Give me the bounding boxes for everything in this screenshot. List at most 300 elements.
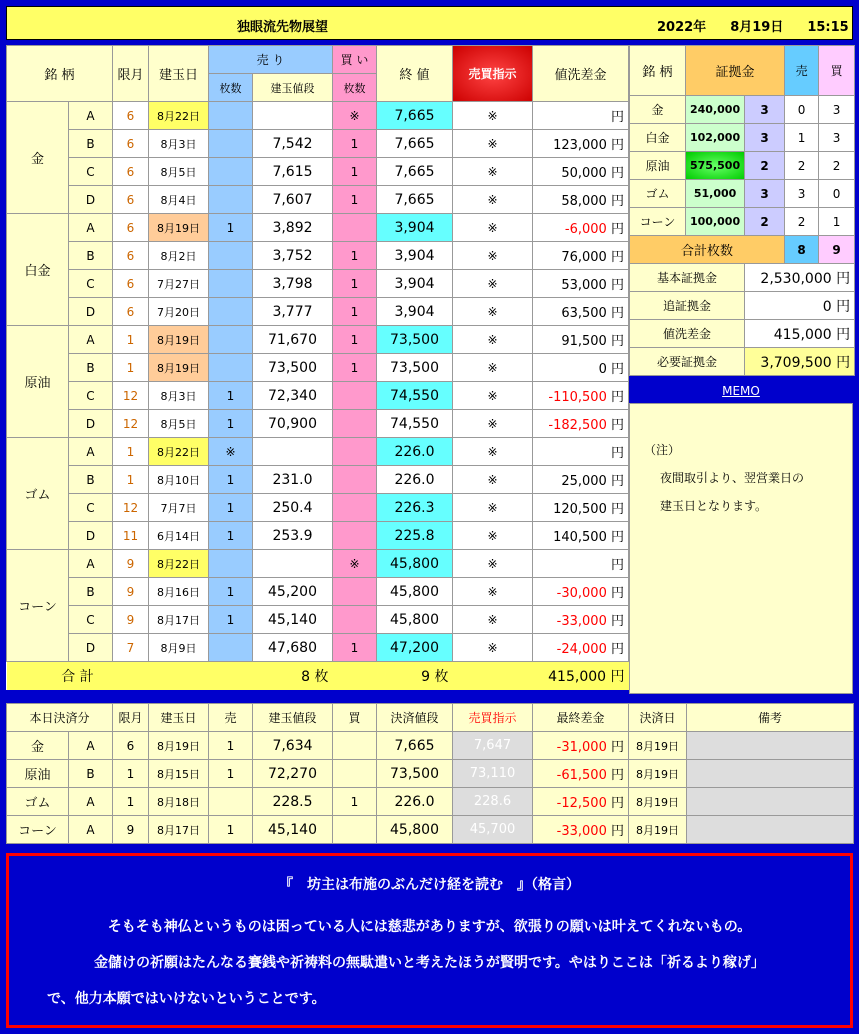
settle-date: 8月19日 xyxy=(629,788,687,816)
trade-signal: ※ xyxy=(453,186,533,214)
settle-row xyxy=(7,732,854,760)
side-header-shokokin: 証拠金 xyxy=(686,46,785,96)
buy-count xyxy=(333,522,377,550)
summary-row xyxy=(630,348,855,376)
diff-value: 140,500 xyxy=(553,530,607,545)
close-price: 74,550 xyxy=(377,410,453,438)
settle-row xyxy=(7,788,854,816)
entry-date: 8月16日 xyxy=(149,578,209,606)
sub-label: D xyxy=(69,186,113,214)
margin-commodity: ゴム xyxy=(630,180,686,208)
buy-count: 1 xyxy=(333,326,377,354)
settle-commodity: ゴム xyxy=(7,788,69,816)
entry-date: 8月4日 xyxy=(149,186,209,214)
trade-signal: ※ xyxy=(453,158,533,186)
time: 15:15 xyxy=(807,20,849,35)
close-price: 3,904 xyxy=(377,298,453,326)
sub-label: D xyxy=(69,522,113,550)
entry-date: 8月5日 xyxy=(149,410,209,438)
trade-signal: ※ xyxy=(453,550,533,578)
settle-price: 73,500 xyxy=(377,760,453,788)
settle-month: 9 xyxy=(113,816,149,844)
yen-unit: 円 xyxy=(610,796,624,811)
diff-value: 76,000 xyxy=(561,250,607,265)
sell-count: 1 xyxy=(209,578,253,606)
contract-month: 6 xyxy=(113,130,149,158)
buy-count xyxy=(333,466,377,494)
margin-sell: 1 xyxy=(785,124,819,152)
settle-header-kessaibi: 決済日 xyxy=(629,704,687,732)
close-price: 7,665 xyxy=(377,102,453,130)
settle-entry-price: 72,270 xyxy=(253,760,333,788)
close-price: 3,904 xyxy=(377,214,453,242)
yen-unit: 円 xyxy=(610,614,624,629)
side-header-kai: 買 xyxy=(819,46,855,96)
contract-month: 6 xyxy=(113,298,149,326)
header-tategyokubi: 建玉日 xyxy=(149,46,209,102)
margin-sell: 0 xyxy=(785,96,819,124)
mark-to-market-diff xyxy=(533,634,629,662)
yen-unit: 円 xyxy=(610,138,624,153)
entry-date: 7月7日 xyxy=(149,494,209,522)
contract-month: 9 xyxy=(113,578,149,606)
yen-unit: 円 xyxy=(610,586,624,601)
yen-unit: 円 xyxy=(610,222,624,237)
header-sell-maisu: 枚数 xyxy=(209,74,253,102)
close-price: 73,500 xyxy=(377,326,453,354)
trade-signal: ※ xyxy=(453,410,533,438)
total-diff xyxy=(453,662,629,690)
memo-line-2: 建玉日となります。 xyxy=(660,499,768,513)
total-row xyxy=(7,662,629,690)
entry-date: 8月17日 xyxy=(149,606,209,634)
sub-label: C xyxy=(69,270,113,298)
close-price: 7,665 xyxy=(377,130,453,158)
table-row xyxy=(7,494,629,522)
contract-month: 1 xyxy=(113,466,149,494)
table-row xyxy=(7,550,629,578)
header-owarine: 終 値 xyxy=(377,46,453,102)
sub-label: B xyxy=(69,354,113,382)
header-meigara: 銘 柄 xyxy=(7,46,113,102)
settle-remarks xyxy=(687,760,854,788)
table-row xyxy=(7,326,629,354)
table-row xyxy=(7,214,629,242)
mark-to-market-diff xyxy=(533,214,629,242)
yen-unit: 円 xyxy=(610,642,624,657)
buy-count xyxy=(333,382,377,410)
trade-signal: ※ xyxy=(453,494,533,522)
settle-header-saishu-sakin: 最終差金 xyxy=(533,704,629,732)
trade-signal: ※ xyxy=(453,102,533,130)
final-diff-value: -31,000 xyxy=(556,740,607,755)
sell-count xyxy=(209,242,253,270)
close-price: 225.8 xyxy=(377,522,453,550)
mark-to-market-diff xyxy=(533,550,629,578)
mark-to-market-diff xyxy=(533,326,629,354)
trade-signal: ※ xyxy=(453,298,533,326)
close-price: 73,500 xyxy=(377,354,453,382)
margin-buy: 0 xyxy=(819,180,855,208)
summary-value: 2,530,000 円 xyxy=(745,264,855,292)
settle-sub: B xyxy=(69,760,113,788)
table-row xyxy=(7,354,629,382)
total-buy: 9 枚 xyxy=(333,662,453,690)
summary-row xyxy=(630,320,855,348)
sell-count xyxy=(209,326,253,354)
table-row xyxy=(7,466,629,494)
close-price: 74,550 xyxy=(377,382,453,410)
diff-value: 25,000 xyxy=(561,474,607,489)
entry-date: 8月2日 xyxy=(149,242,209,270)
sub-label: C xyxy=(69,494,113,522)
diff-value: -33,000 xyxy=(556,614,607,629)
settle-commodity: 原油 xyxy=(7,760,69,788)
sub-label: B xyxy=(69,242,113,270)
close-price: 47,200 xyxy=(377,634,453,662)
buy-count: ※ xyxy=(333,550,377,578)
contract-month: 1 xyxy=(113,438,149,466)
entry-price: 3,777 xyxy=(253,298,333,326)
settlement-table xyxy=(6,703,854,844)
table-row xyxy=(7,242,629,270)
commodity-name: 白金 xyxy=(7,214,69,326)
margin-buy: 2 xyxy=(819,152,855,180)
yen-unit: 円 xyxy=(610,502,624,517)
sell-count xyxy=(209,186,253,214)
settle-sub: A xyxy=(69,732,113,760)
sell-count: 1 xyxy=(209,606,253,634)
margin-amount: 240,000 xyxy=(686,96,745,124)
close-price: 7,665 xyxy=(377,158,453,186)
yen-unit: 円 xyxy=(610,740,624,755)
settle-entry-date: 8月18日 xyxy=(149,788,209,816)
settle-month: 1 xyxy=(113,760,149,788)
contract-month: 11 xyxy=(113,522,149,550)
contract-month: 6 xyxy=(113,158,149,186)
entry-price: 231.0 xyxy=(253,466,333,494)
margin-row xyxy=(630,96,855,124)
summary-row xyxy=(630,292,855,320)
close-price: 226.0 xyxy=(377,438,453,466)
header-gengetsu: 限月 xyxy=(113,46,149,102)
commodity-name: 金 xyxy=(7,102,69,214)
trade-signal: ※ xyxy=(453,438,533,466)
close-price: 7,665 xyxy=(377,186,453,214)
mark-to-market-diff xyxy=(533,354,629,382)
entry-date: 8月19日 xyxy=(149,214,209,242)
mark-to-market-diff xyxy=(533,130,629,158)
sub-label: A xyxy=(69,438,113,466)
settle-month: 1 xyxy=(113,788,149,816)
diff-value: 0 xyxy=(598,362,607,377)
table-row xyxy=(7,606,629,634)
margin-amount: 102,000 xyxy=(686,124,745,152)
sell-count: 1 xyxy=(209,494,253,522)
close-price: 3,904 xyxy=(377,242,453,270)
entry-price xyxy=(253,102,333,130)
settle-signal: 73,110 xyxy=(453,760,533,788)
settle-sell: 1 xyxy=(209,816,253,844)
header-nearai-sakin: 値洗差金 xyxy=(533,46,629,102)
table-row xyxy=(7,634,629,662)
sub-label: D xyxy=(69,634,113,662)
contract-month: 12 xyxy=(113,410,149,438)
contract-month: 1 xyxy=(113,326,149,354)
sell-count xyxy=(209,550,253,578)
trade-signal: ※ xyxy=(453,214,533,242)
entry-date: 8月22日 xyxy=(149,102,209,130)
sub-label: A xyxy=(69,326,113,354)
entry-date: 8月19日 xyxy=(149,326,209,354)
header-tategyoku-neyobi: 建玉値段 xyxy=(253,74,333,102)
mark-to-market-diff xyxy=(533,242,629,270)
contract-month: 9 xyxy=(113,606,149,634)
settle-row xyxy=(7,760,854,788)
diff-value: -6,000 xyxy=(564,222,607,237)
mark-to-market-diff xyxy=(533,606,629,634)
message-line-3: で、他力本願ではいけないということです。 xyxy=(47,991,326,1007)
settle-month: 6 xyxy=(113,732,149,760)
entry-date: 8月10日 xyxy=(149,466,209,494)
contract-month: 6 xyxy=(113,242,149,270)
table-row xyxy=(7,130,629,158)
sub-label: B xyxy=(69,130,113,158)
settle-header-kai: 買 xyxy=(333,704,377,732)
settle-buy xyxy=(333,760,377,788)
buy-count: 1 xyxy=(333,298,377,326)
entry-date: 6月14日 xyxy=(149,522,209,550)
entry-price xyxy=(253,438,333,466)
mark-to-market-diff xyxy=(533,578,629,606)
summary-value: 3,709,500 円 xyxy=(745,348,855,376)
settle-entry-date: 8月17日 xyxy=(149,816,209,844)
table-row xyxy=(7,158,629,186)
entry-price: 45,140 xyxy=(253,606,333,634)
margin-commodity: 金 xyxy=(630,96,686,124)
sell-count: 1 xyxy=(209,382,253,410)
table-row xyxy=(7,410,629,438)
sell-count xyxy=(209,102,253,130)
buy-count xyxy=(333,578,377,606)
diff-value: -24,000 xyxy=(556,642,607,657)
settle-date: 8月19日 xyxy=(629,760,687,788)
trade-signal: ※ xyxy=(453,578,533,606)
yen-unit: 円 xyxy=(610,474,624,489)
trade-signal: ※ xyxy=(453,382,533,410)
sell-count xyxy=(209,634,253,662)
table-row xyxy=(7,578,629,606)
margin-row xyxy=(630,208,855,236)
table-row xyxy=(7,102,629,130)
sub-label: B xyxy=(69,578,113,606)
diff-value: 50,000 xyxy=(561,166,607,181)
settle-buy xyxy=(333,816,377,844)
entry-date: 7月20日 xyxy=(149,298,209,326)
summary-label: 必要証拠金 xyxy=(630,348,745,376)
entry-price: 7,615 xyxy=(253,158,333,186)
entry-price: 47,680 xyxy=(253,634,333,662)
settle-header-name: 本日決済分 xyxy=(7,704,113,732)
settle-price: 226.0 xyxy=(377,788,453,816)
margin-units: 3 xyxy=(745,124,785,152)
settle-entry-date: 8月15日 xyxy=(149,760,209,788)
yen-unit: 円 xyxy=(610,166,624,181)
final-diff-value: -61,500 xyxy=(556,768,607,783)
settle-entry-price: 7,634 xyxy=(253,732,333,760)
margin-units: 3 xyxy=(745,96,785,124)
sub-label: C xyxy=(69,382,113,410)
buy-count: 1 xyxy=(333,242,377,270)
close-price: 226.3 xyxy=(377,494,453,522)
sub-label: B xyxy=(69,466,113,494)
table-row xyxy=(7,298,629,326)
settle-final-diff xyxy=(533,788,629,816)
sub-label: A xyxy=(69,214,113,242)
settle-price: 45,800 xyxy=(377,816,453,844)
header-baibai-shiji: 売買指示 xyxy=(453,46,533,102)
count-buy: 9 xyxy=(819,236,855,264)
sell-count: 1 xyxy=(209,466,253,494)
side-header-uri: 売 xyxy=(785,46,819,96)
margin-table xyxy=(629,45,855,376)
entry-price: 3,798 xyxy=(253,270,333,298)
summary-value: 415,000 円 xyxy=(745,320,855,348)
sell-count: 1 xyxy=(209,410,253,438)
diff-value: -110,500 xyxy=(548,390,607,405)
margin-commodity: コーン xyxy=(630,208,686,236)
settle-header-tategyokubi: 建玉日 xyxy=(149,704,209,732)
margin-units: 3 xyxy=(745,180,785,208)
sell-count xyxy=(209,130,253,158)
sub-label: C xyxy=(69,606,113,634)
trade-signal: ※ xyxy=(453,270,533,298)
sub-label: D xyxy=(69,410,113,438)
yen-unit: 円 xyxy=(610,278,624,293)
message-line-2: 金儲けの祈願はたんなる賽銭や祈祷料の無駄遣いと考えたほうが賢明です。やはりここは「祈るより稼げ」 xyxy=(94,955,765,971)
header-uri: 売 り xyxy=(209,46,333,74)
page-title: 独眼流先物展望 xyxy=(237,20,329,35)
trade-signal: ※ xyxy=(453,634,533,662)
settle-sell: 1 xyxy=(209,732,253,760)
count-label: 合計枚数 xyxy=(630,236,785,264)
entry-price: 7,607 xyxy=(253,186,333,214)
margin-units: 2 xyxy=(745,152,785,180)
diff-value: 91,500 xyxy=(561,334,607,349)
margin-sell: 2 xyxy=(785,208,819,236)
trade-signal: ※ xyxy=(453,606,533,634)
margin-sell: 3 xyxy=(785,180,819,208)
yen-unit: 円 xyxy=(610,530,624,545)
trade-signal: ※ xyxy=(453,466,533,494)
sell-count xyxy=(209,270,253,298)
yen-unit: 円 xyxy=(610,446,624,461)
diff-value: 53,000 xyxy=(561,278,607,293)
summary-row xyxy=(630,264,855,292)
buy-count xyxy=(333,410,377,438)
margin-row xyxy=(630,152,855,180)
trade-signal: ※ xyxy=(453,326,533,354)
buy-count xyxy=(333,606,377,634)
settle-final-diff xyxy=(533,760,629,788)
settle-remarks xyxy=(687,788,854,816)
memo-line-1: 夜間取引より、翌営業日の xyxy=(660,471,805,485)
message-heading: 『 坊主は布施のぶんだけ経を読む 』（格言） xyxy=(279,877,580,893)
settle-entry-date: 8月19日 xyxy=(149,732,209,760)
table-row xyxy=(7,270,629,298)
contract-month: 12 xyxy=(113,494,149,522)
settle-signal: 228.6 xyxy=(453,788,533,816)
final-diff-value: -33,000 xyxy=(556,824,607,839)
settle-header-tategyoku-neyobi: 建玉値段 xyxy=(253,704,333,732)
total-label: 合 計 xyxy=(7,662,149,690)
mark-to-market-diff xyxy=(533,102,629,130)
margin-buy: 1 xyxy=(819,208,855,236)
settle-sell: 1 xyxy=(209,760,253,788)
settle-remarks xyxy=(687,732,854,760)
mark-to-market-diff xyxy=(533,466,629,494)
entry-price: 3,892 xyxy=(253,214,333,242)
contract-month: 6 xyxy=(113,214,149,242)
mark-to-market-diff xyxy=(533,522,629,550)
entry-date: 8月9日 xyxy=(149,634,209,662)
diff-value: 58,000 xyxy=(561,194,607,209)
summary-label: 基本証拠金 xyxy=(630,264,745,292)
message-box xyxy=(6,853,853,1028)
entry-price: 7,542 xyxy=(253,130,333,158)
mark-to-market-diff xyxy=(533,270,629,298)
message-line-1: そもそも神仏というものは困っている人には慈悲がありますが、欲張りの願いは叶えてくれないもの。 xyxy=(107,919,752,935)
buy-count: 1 xyxy=(333,270,377,298)
close-price: 45,800 xyxy=(377,578,453,606)
sell-count: 1 xyxy=(209,522,253,550)
commodity-name: コーン xyxy=(7,550,69,662)
settle-buy: 1 xyxy=(333,788,377,816)
entry-price: 70,900 xyxy=(253,410,333,438)
margin-row xyxy=(630,180,855,208)
close-price: 3,904 xyxy=(377,270,453,298)
memo-link[interactable]: MEMO xyxy=(722,384,760,398)
entry-price: 253.9 xyxy=(253,522,333,550)
close-price: 226.0 xyxy=(377,466,453,494)
header-buy-maisu: 枚数 xyxy=(333,74,377,102)
final-diff-value: -12,500 xyxy=(556,796,607,811)
yen-unit: 円 xyxy=(610,418,624,433)
month-day: 8月19日 xyxy=(730,20,784,35)
buy-count xyxy=(333,214,377,242)
summary-value: 0 円 xyxy=(745,292,855,320)
commodity-name: ゴム xyxy=(7,438,69,550)
buy-count: 1 xyxy=(333,186,377,214)
settle-buy xyxy=(333,732,377,760)
entry-date: 8月3日 xyxy=(149,382,209,410)
mark-to-market-diff xyxy=(533,494,629,522)
entry-price: 71,670 xyxy=(253,326,333,354)
entry-date: 8月3日 xyxy=(149,130,209,158)
margin-row xyxy=(630,124,855,152)
settle-header-biko: 備考 xyxy=(687,704,854,732)
yen-unit: 円 xyxy=(610,250,624,265)
trade-signal: ※ xyxy=(453,242,533,270)
close-price: 45,800 xyxy=(377,606,453,634)
margin-amount: 51,000 xyxy=(686,180,745,208)
entry-price: 72,340 xyxy=(253,382,333,410)
summary-label: 追証拠金 xyxy=(630,292,745,320)
settle-remarks xyxy=(687,816,854,844)
mark-to-market-diff xyxy=(533,298,629,326)
sub-label: A xyxy=(69,102,113,130)
margin-amount: 575,500 xyxy=(686,152,745,180)
